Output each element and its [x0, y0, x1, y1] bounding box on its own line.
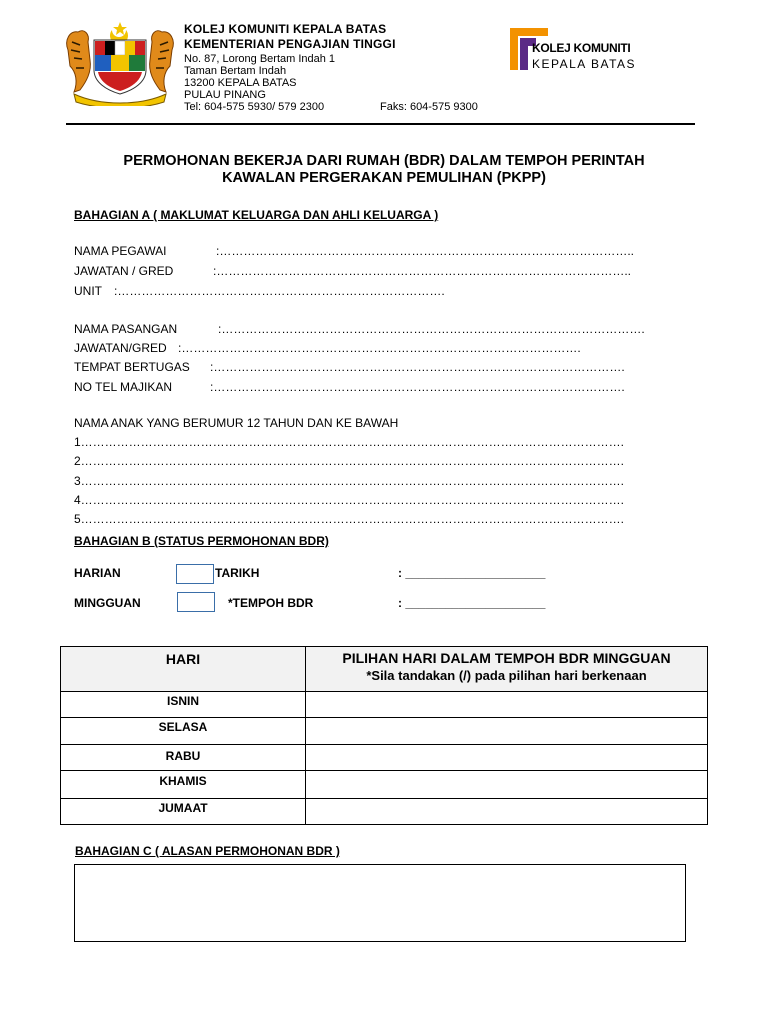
- address-line-3: 13200 KEPALA BATAS: [184, 77, 297, 89]
- coat-of-arms-logo: [60, 20, 180, 106]
- officer-name-label: NAMA PEGAWAI: [74, 244, 167, 258]
- weekly-checkbox[interactable]: [177, 592, 215, 612]
- address-line-2: Taman Bertam Indah: [184, 65, 287, 77]
- spouse-position-label: JAWATAN/GRED: [74, 341, 167, 355]
- header-choice-title: PILIHAN HARI DALAM TEMPOH BDR MINGGUAN: [342, 650, 671, 666]
- day-khamis: KHAMIS: [61, 771, 306, 799]
- period-field[interactable]: : _____________________: [398, 596, 546, 610]
- choice-cell-rabu[interactable]: [306, 745, 708, 771]
- fax: Faks: 604-575 9300: [380, 101, 478, 113]
- form-title-line1: PERMOHONAN BEKERJA DARI RUMAH (BDR) DALAM TEMPOH PERINTAH: [123, 153, 645, 169]
- choice-cell-jumaat[interactable]: [306, 799, 708, 825]
- employer-phone-label: NO TEL MAJIKAN: [74, 380, 173, 394]
- day-isnin: ISNIN: [61, 692, 306, 718]
- form-title-line2: KAWALAN PERGERAKAN PEMULIHAN (PKPP): [222, 170, 546, 186]
- child-line-5[interactable]: 5……………………………………………………………………………………………………………………….: [74, 512, 625, 526]
- child-line-3[interactable]: 3……………………………………………………………………………………………………………………….: [74, 474, 625, 488]
- logo-text-line1: KOLEJ KOMUNITI: [532, 41, 631, 55]
- table-row: [61, 718, 708, 745]
- date-field[interactable]: : _____________________: [398, 566, 546, 580]
- header-day: HARI: [61, 647, 306, 692]
- kolej-komuniti-logo: [510, 26, 660, 86]
- institution-name: KOLEJ KOMUNITI KEPALA BATAS: [184, 22, 387, 36]
- unit-field[interactable]: :……………………………………………………………………….: [114, 284, 445, 298]
- weekly-label: MINGGUAN: [74, 596, 141, 610]
- child-line-4[interactable]: 4……………………………………………………………………………………………………………………….: [74, 493, 625, 507]
- officer-name-field[interactable]: :…………………………………………………………………………………………..: [216, 244, 635, 258]
- table-row: [61, 692, 708, 718]
- position-grade-field[interactable]: :…………………………………………………………………………………………..: [213, 264, 632, 278]
- reason-textbox[interactable]: [74, 864, 686, 942]
- daily-checkbox[interactable]: [176, 564, 214, 584]
- section-b-heading: BAHAGIAN B (STATUS PERMOHONAN BDR): [74, 534, 329, 548]
- table-row: [61, 745, 708, 771]
- spouse-name-label: NAMA PASANGAN: [74, 322, 178, 336]
- section-c-heading: BAHAGIAN C ( ALASAN PERMOHONAN BDR ): [75, 844, 340, 858]
- workplace-label: TEMPAT BERTUGAS: [74, 360, 190, 374]
- logo-text-line2: KEPALA BATAS: [532, 57, 637, 71]
- workplace-field[interactable]: :………………………………………………………………………………………….: [210, 360, 625, 374]
- spouse-position-field[interactable]: :……………………………………………………………………………………….: [178, 341, 581, 355]
- day-jumaat: JUMAAT: [61, 799, 306, 825]
- choice-cell-isnin[interactable]: [306, 692, 708, 718]
- child-line-1[interactable]: 1……………………………………………………………………………………………………………………….: [74, 435, 625, 449]
- choice-cell-khamis[interactable]: [306, 771, 708, 799]
- day-rabu: RABU: [61, 745, 306, 771]
- address-line-4: PULAU PINANG: [184, 89, 266, 101]
- employer-phone-field[interactable]: :………………………………………………………………………………………….: [210, 380, 625, 394]
- unit-label: UNIT: [74, 284, 102, 298]
- telephone: Tel: 604-575 5930/ 579 2300: [184, 101, 325, 113]
- weekly-days-table: [60, 646, 708, 825]
- section-a-heading: BAHAGIAN A ( MAKLUMAT KELUARGA DAN AHLI KELUARGA ): [74, 208, 439, 222]
- date-label: TARIKH: [215, 566, 260, 580]
- table-row: [61, 799, 708, 825]
- table-header-row: [61, 647, 708, 692]
- choice-cell-selasa[interactable]: [306, 718, 708, 745]
- header-choice: [306, 647, 708, 692]
- day-selasa: SELASA: [61, 718, 306, 745]
- spouse-name-field[interactable]: :…………………………………………………………………………………………….: [218, 322, 645, 336]
- period-label: *TEMPOH BDR: [228, 596, 314, 610]
- table-row: [61, 771, 708, 799]
- daily-label: HARIAN: [74, 566, 121, 580]
- children-heading: NAMA ANAK YANG BERUMUR 12 TAHUN DAN KE BAWAH: [74, 416, 399, 430]
- ministry-name: KEMENTERIAN PENGAJIAN TINGGI: [184, 37, 396, 51]
- header-choice-note: *Sila tandakan (/) pada pilihan hari berkenaan: [366, 668, 647, 683]
- address-line-1: No. 87, Lorong Bertam Indah 1: [184, 53, 336, 65]
- position-grade-label: JAWATAN / GRED: [74, 264, 174, 278]
- header-divider: [66, 123, 695, 125]
- child-line-2[interactable]: 2……………………………………………………………………………………………………………………….: [74, 454, 625, 468]
